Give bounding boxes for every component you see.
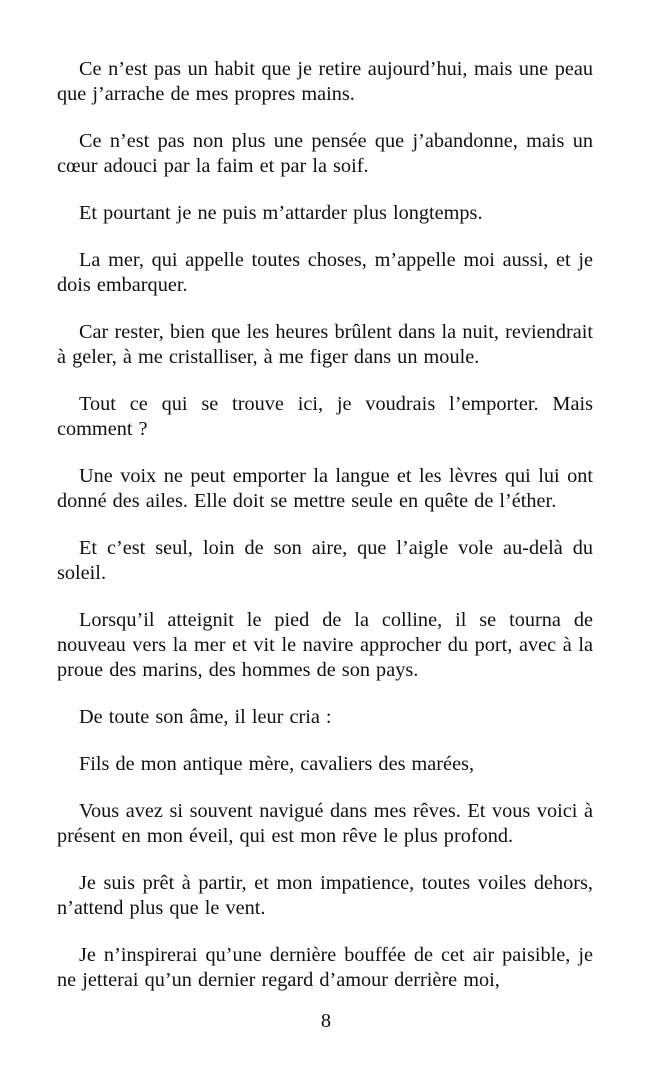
paragraph: Lorsqu’il atteignit le pied de la colline, il se tourna de nouveau vers la mer et vit le navire approcher du port, avec à la proue des marins, des hommes de son pays.: [57, 609, 593, 681]
paragraph: Je suis prêt à partir, et mon impatience, toutes voiles dehors, n’attend plus que le vent.: [57, 872, 593, 919]
paragraph: De toute son âme, il leur cria :: [79, 706, 332, 728]
paragraph: Et pourtant je ne puis m’attarder plus longtemps.: [79, 202, 483, 224]
paragraph: Fils de mon antique mère, cavaliers des marées,: [79, 753, 475, 775]
page-number: 8: [320, 1010, 332, 1032]
paragraph: La mer, qui appelle toutes choses, m’appelle moi aussi, et je dois embarquer.: [57, 249, 593, 296]
paragraph: Je n’inspirerai qu’une dernière bouffée de cet air paisible, je ne jetterai qu’un dernier regard d’amour derrière moi,: [57, 944, 593, 991]
paragraph: Ce n’est pas non plus une pensée que j’abandonne, mais un cœur adouci par la faim et par la soif.: [57, 130, 593, 177]
paragraph: Une voix ne peut emporter la langue et les lèvres qui lui ont donné des ailes. Elle doit se mettre seule en quête de l’éther.: [57, 465, 593, 512]
paragraph: Et c’est seul, loin de son aire, que l’aigle vole au-delà du soleil.: [57, 537, 593, 584]
paragraph: Car rester, bien que les heures brûlent dans la nuit, reviendrait à geler, à me cristalliser, à me figer dans un moule.: [57, 321, 593, 368]
paragraph: Ce n’est pas un habit que je retire aujourd’hui, mais une peau que j’arrache de mes propres mains.: [57, 58, 593, 105]
body-text: [57, 57, 593, 1015]
paragraph: Vous avez si souvent navigué dans mes rêves. Et vous voici à présent en mon éveil, qui est mon rêve le plus profond.: [57, 800, 593, 847]
paragraph: Tout ce qui se trouve ici, je voudrais l’emporter. Mais comment ?: [57, 393, 593, 440]
